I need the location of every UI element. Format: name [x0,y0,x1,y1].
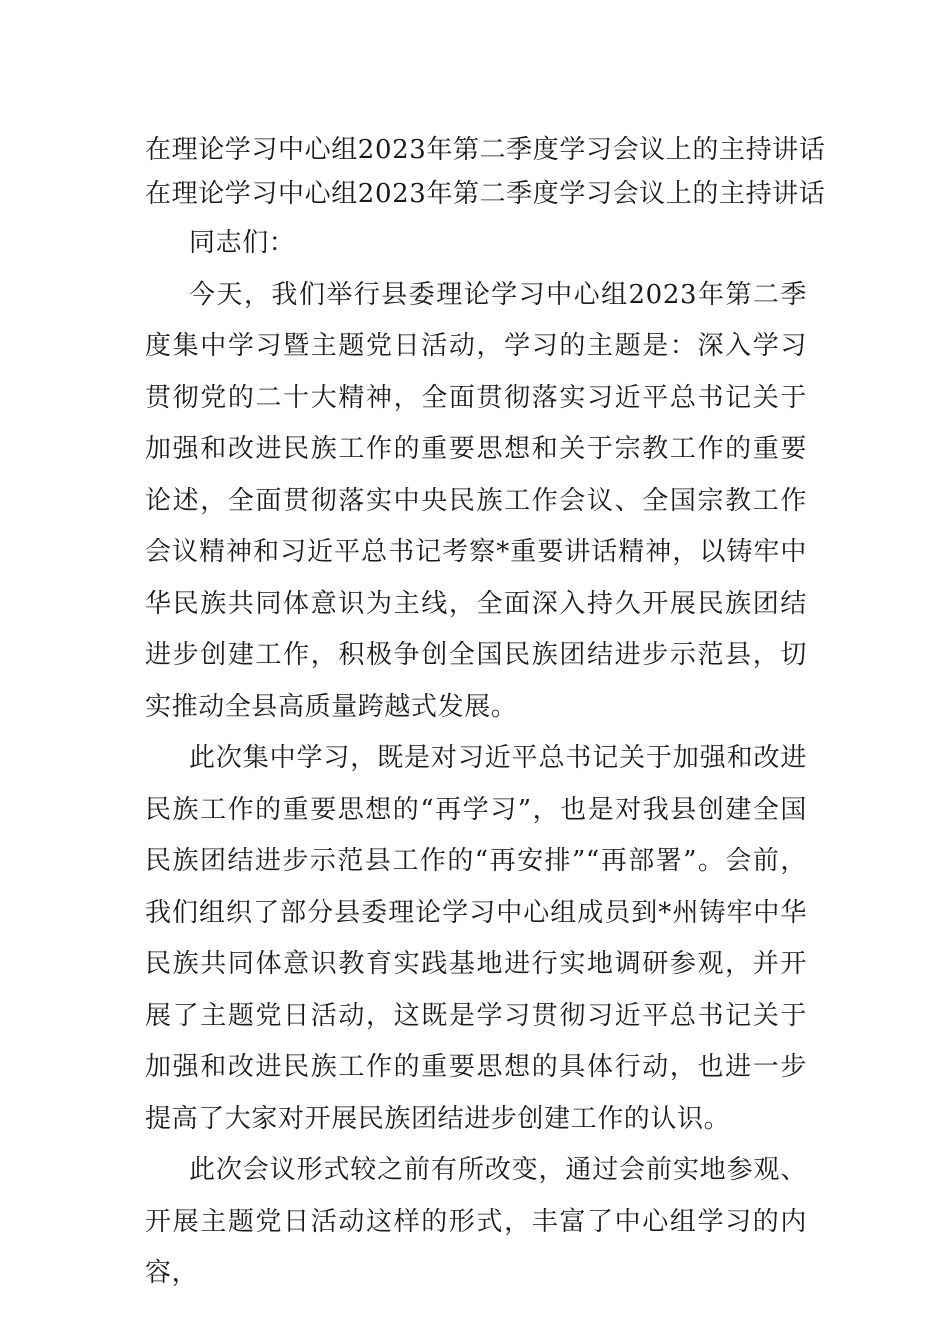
document-title-line-1: 在理论学习中心组2023年第二季度学习会议上的主持讲话 [145,135,826,165]
paragraph-2: 此次集中学习，既是对习近平总书记关于加强和改进民族工作的重要思想的“再学习”，也是对我县创建全国民族团结进步示范县工作的“再安排”“再部署”。会前，我们组织了部分县委理论学习中心组成员到*州铸牢中华民族共同体意识教育实践基地进行实地调研参观，并开展了主题党日活动，这既是学习贯彻习近平总书记关于加强和改进民族工作的重要思想的具体行动，也进一步提高了大家对开展民族团结进步创建工作的认识。 [145,743,807,1134]
salutation: 同志们： [189,228,296,258]
paragraph-1: 今天，我们举行县委理论学习中心组2023年第二季度集中学习暨主题党日活动，学习的主题是：深入学习贯彻党的二十大精神，全面贯彻落实习近平总书记关于加强和改进民族工作的重要思想和关于宗教工作的重要论述，全面贯彻落实中央民族工作会议、全国宗教工作会议精神和习近平总书记考察*重要讲话精神，以铸牢中华民族共同体意识为主线，全面深入持久开展民族团结进步创建工作，积极争创全国民族团结进步示范县，切实推动全县高质量跨越式发展。 [145,279,807,722]
paragraph-3: 此次会议形式较之前有所改变，通过会前实地参观、开展主题党日活动这样的形式，丰富了中心组学习的内容， [145,1155,807,1288]
document-title-line-2: 在理论学习中心组2023年第二季度学习会议上的主持讲话 [145,179,826,209]
document-page [145,128,826,1300]
